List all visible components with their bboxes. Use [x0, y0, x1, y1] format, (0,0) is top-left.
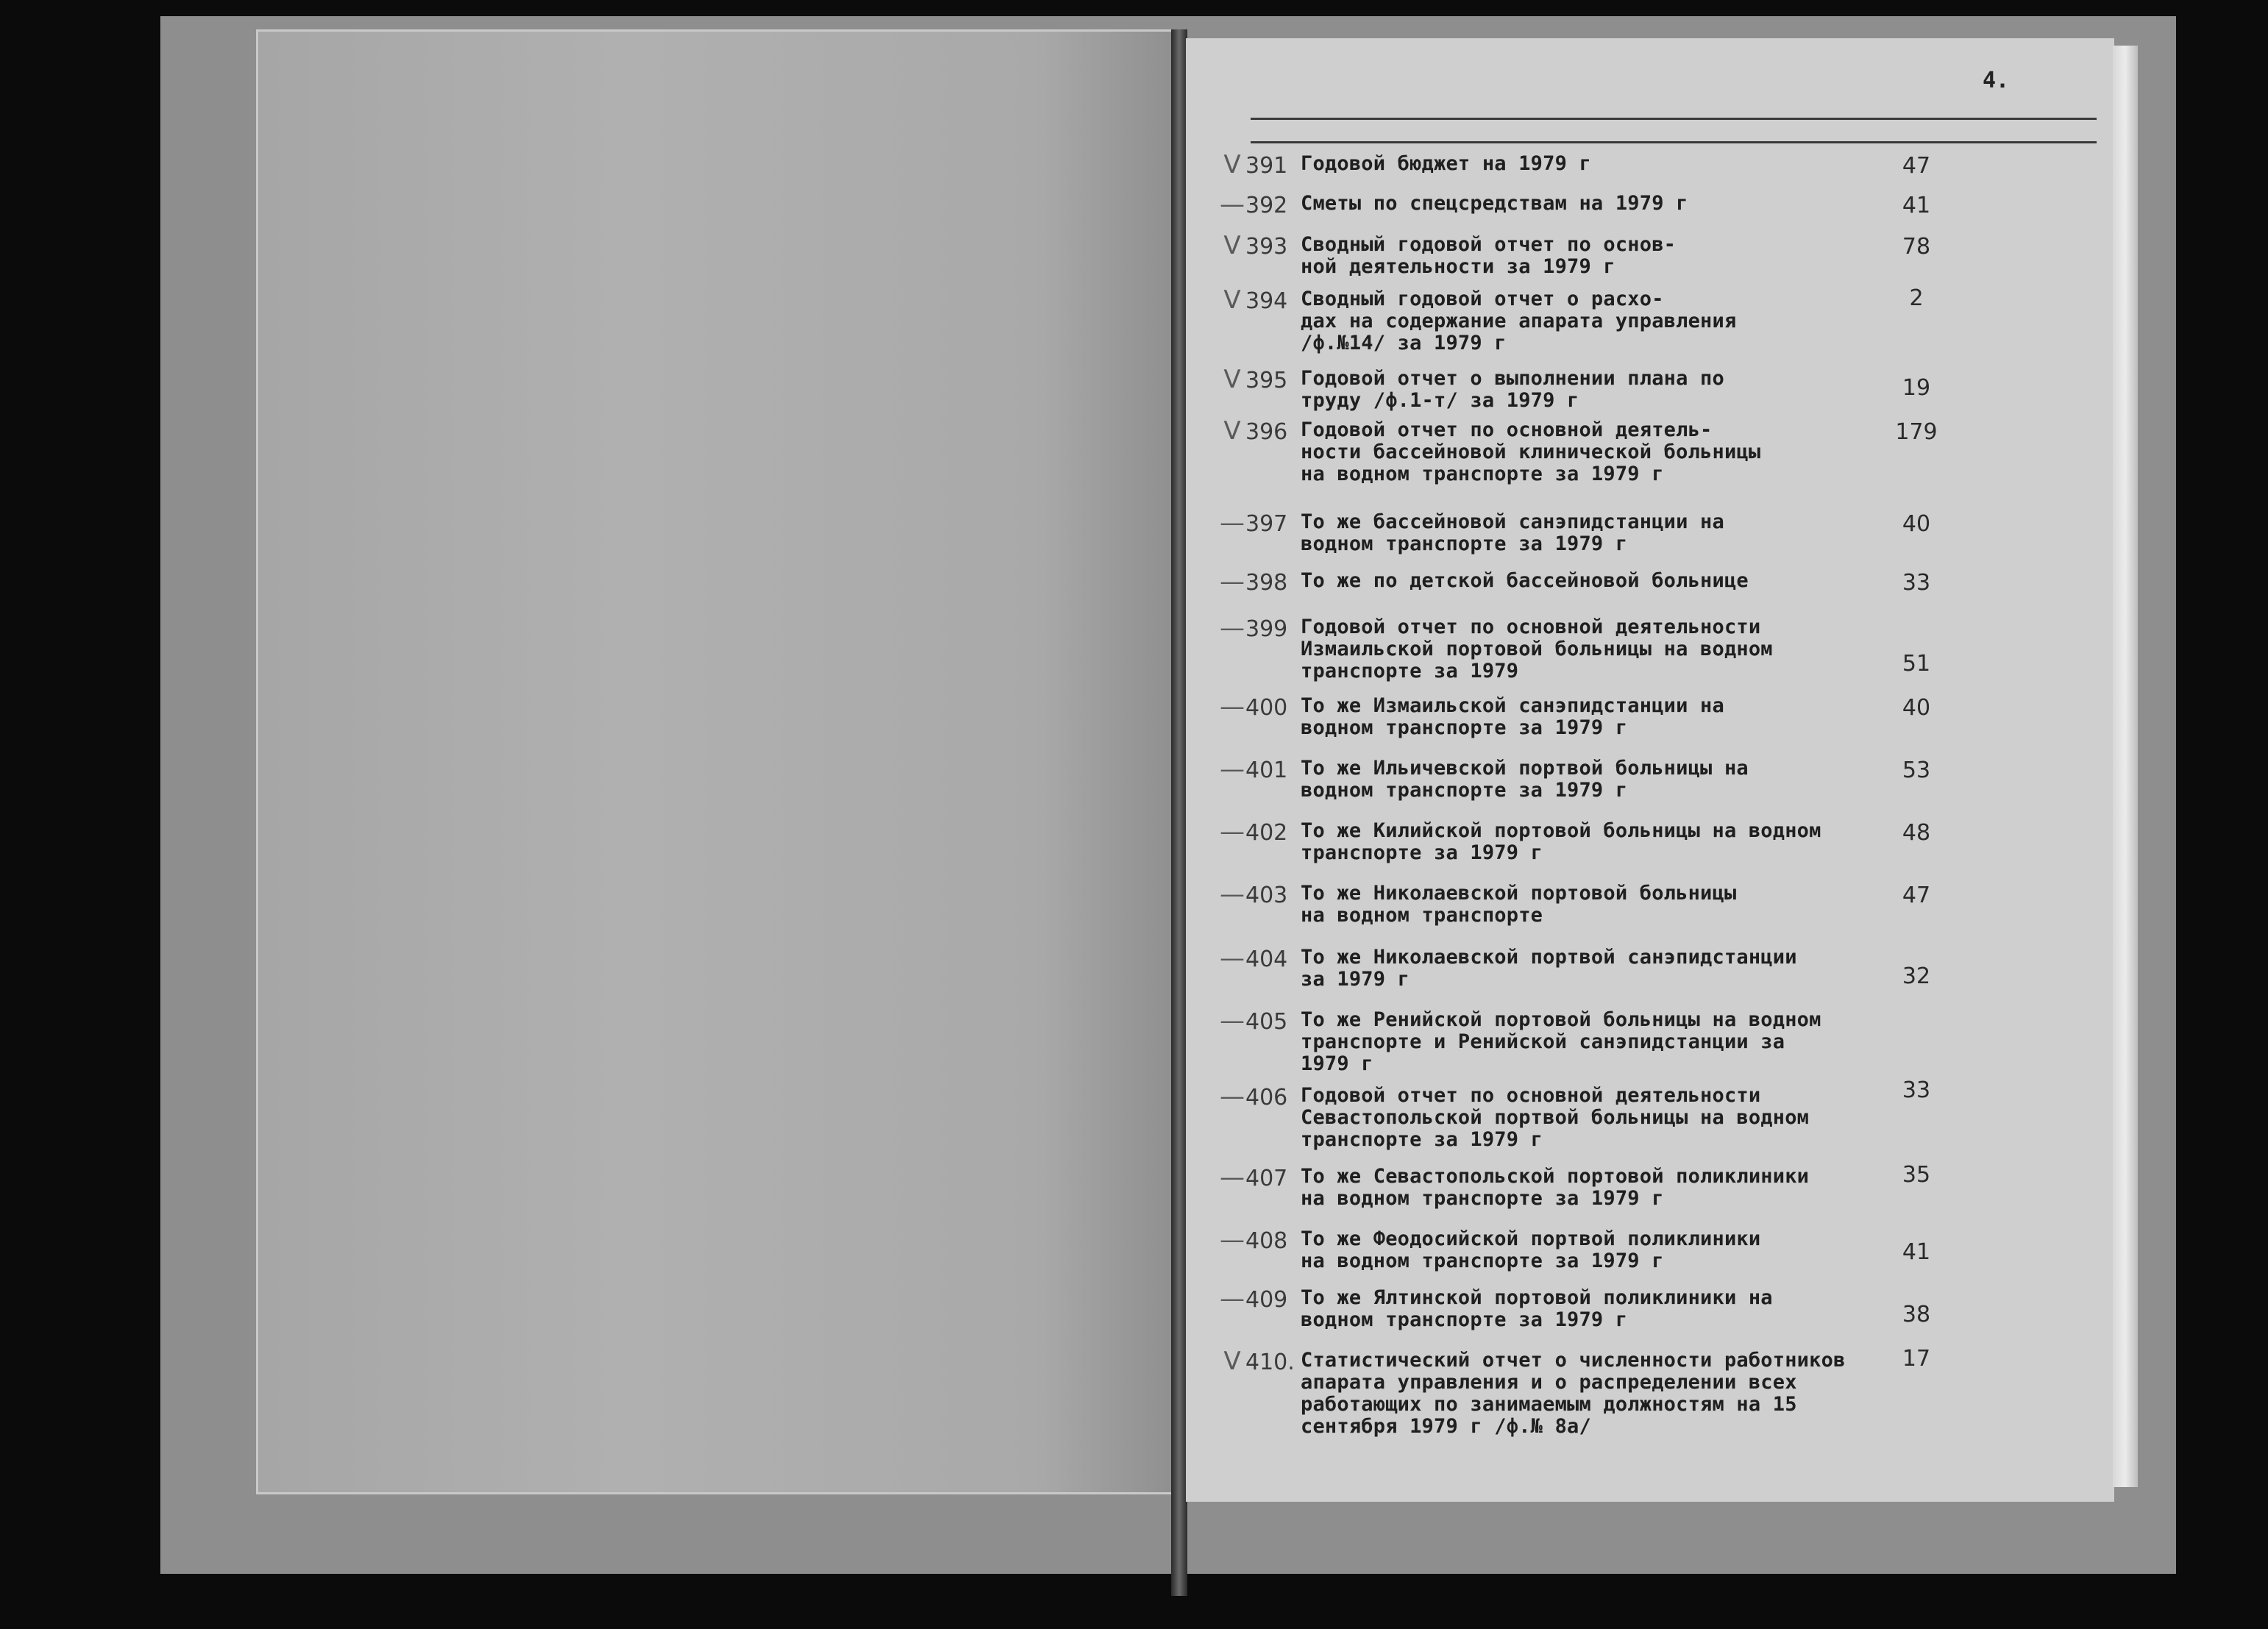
header-rule-top — [1251, 118, 2097, 120]
sheet-count: 53 — [1902, 758, 1931, 783]
left-page-blank — [256, 29, 1176, 1494]
page-number: 4. — [1983, 68, 2010, 93]
item-number: 405 — [1245, 1009, 1288, 1035]
item-number: 397 — [1245, 511, 1288, 537]
item-title: Годовой отчет по основной деятель- ности бассейновой клинической больницы на водном транспорте за 1979 г — [1301, 418, 1761, 485]
sheet-count: 179 — [1895, 419, 1938, 445]
check-mark: — — [1220, 190, 1245, 219]
sheet-count: 51 — [1902, 651, 1931, 677]
check-mark: V — [1223, 416, 1241, 446]
check-mark: — — [1220, 880, 1245, 909]
item-title: То же Измаильской санэпидстанции на водном транспорте за 1979 г — [1301, 694, 1724, 739]
item-number: 410. — [1245, 1350, 1295, 1375]
item-title: Статистический отчет о численности работников апарата управления и о распределении всех работающих по занимаемым должностям на 15 сентября 1979 г /ф.№ 8а/ — [1301, 1349, 1846, 1438]
check-mark: — — [1220, 613, 1245, 643]
item-number: 391 — [1245, 153, 1288, 179]
item-number: 407 — [1245, 1166, 1288, 1191]
item-number: 399 — [1245, 616, 1288, 642]
item-title: Сводный годовой отчет по основ- ной деятельности за 1979 г — [1301, 233, 1677, 278]
item-number: 406 — [1245, 1085, 1288, 1111]
check-mark: — — [1220, 1284, 1245, 1313]
check-mark: — — [1220, 944, 1245, 973]
item-title: Сметы по спецсредствам на 1979 г — [1301, 192, 1688, 215]
item-title: То же Ильичевской портвой больницы на водном транспорте за 1979 г — [1301, 757, 1749, 802]
sheet-count: 2 — [1909, 285, 1924, 311]
check-mark: — — [1220, 692, 1245, 721]
check-mark: V — [1223, 365, 1241, 394]
sheet-count: 48 — [1902, 820, 1931, 846]
item-title: Годовой отчет по основной деятельности Измаильской портовой больницы на водном транспорте за 1979 — [1301, 616, 1773, 682]
sheet-count: 33 — [1902, 1077, 1931, 1103]
item-number: 402 — [1245, 820, 1288, 846]
item-number: 408 — [1245, 1228, 1288, 1254]
sheet-count: 41 — [1902, 1239, 1931, 1265]
sheet-count: 17 — [1902, 1346, 1931, 1372]
check-mark: — — [1220, 1225, 1245, 1255]
item-title: То же Ялтинской портовой поликлиники на водном транспорте за 1979 г — [1301, 1286, 1773, 1331]
sheet-count: 41 — [1902, 193, 1931, 218]
sheet-count: 32 — [1902, 963, 1931, 989]
sheet-count: 40 — [1902, 695, 1931, 721]
item-title: То же Николаевской портвой санэпидстанции за 1979 г — [1301, 946, 1797, 991]
binding-spine — [1171, 29, 1187, 1596]
sheet-count: 19 — [1902, 375, 1931, 401]
item-number: 409 — [1245, 1287, 1288, 1313]
check-mark: — — [1220, 567, 1245, 596]
check-mark: V — [1223, 150, 1241, 179]
item-title: То же бассейновой санэпидстанции на водном транспорте за 1979 г — [1301, 510, 1724, 555]
item-title: То же Николаевской портовой больницы на водном транспорте — [1301, 882, 1737, 927]
item-number: 392 — [1245, 193, 1288, 218]
sheet-count: 47 — [1902, 883, 1931, 908]
check-mark: — — [1220, 1006, 1245, 1035]
item-title: Годовой отчет по основной деятельности Севастопольской портвой больницы на водном транспорте за 1979 г — [1301, 1084, 1810, 1151]
page-stack-edge — [2113, 46, 2138, 1487]
check-mark: — — [1220, 817, 1245, 846]
sheet-count: 35 — [1902, 1162, 1931, 1188]
check-mark: V — [1223, 285, 1241, 315]
check-mark: V — [1223, 1347, 1241, 1376]
item-title: То же Килийской портовой больницы на водном транспорте за 1979 г — [1301, 819, 1821, 864]
item-number: 396 — [1245, 419, 1288, 445]
check-mark: — — [1220, 755, 1245, 784]
check-mark: V — [1223, 231, 1241, 260]
item-number: 404 — [1245, 947, 1288, 972]
item-number: 403 — [1245, 883, 1288, 908]
sheet-count: 78 — [1902, 234, 1931, 260]
sheet-count: 40 — [1902, 511, 1931, 537]
item-title: Годовой отчет о выполнении плана по труду /ф.1-т/ за 1979 г — [1301, 367, 1724, 412]
item-number: 394 — [1245, 288, 1288, 314]
check-mark: — — [1220, 1163, 1245, 1192]
item-number: 401 — [1245, 758, 1288, 783]
item-title: То же Феодосийской портвой поликлиники на водном транспорте за 1979 г — [1301, 1227, 1761, 1272]
item-title: То же по детской бассейновой больнице — [1301, 569, 1749, 592]
item-title: То же Севастопольской портовой поликлиники на водном транспорте за 1979 г — [1301, 1165, 1810, 1210]
check-mark: — — [1220, 1082, 1245, 1111]
item-number: 398 — [1245, 570, 1288, 596]
item-number: 400 — [1245, 695, 1288, 721]
header-rule-bottom — [1251, 141, 2097, 143]
item-title: То же Ренийской портовой больницы на водном транспорте и Ренийской санэпидстанции за 1979 г — [1301, 1008, 1821, 1075]
item-number: 393 — [1245, 234, 1288, 260]
item-title: Годовой бюджет на 1979 г — [1301, 152, 1591, 175]
item-number: 395 — [1245, 368, 1288, 393]
check-mark: — — [1220, 508, 1245, 538]
sheet-count: 47 — [1902, 153, 1931, 179]
item-title: Сводный годовой отчет о расхо- дах на содержание апарата управления /ф.№14/ за 1979 г — [1301, 288, 1737, 354]
sheet-count: 38 — [1902, 1302, 1931, 1327]
sheet-count: 33 — [1902, 570, 1931, 596]
